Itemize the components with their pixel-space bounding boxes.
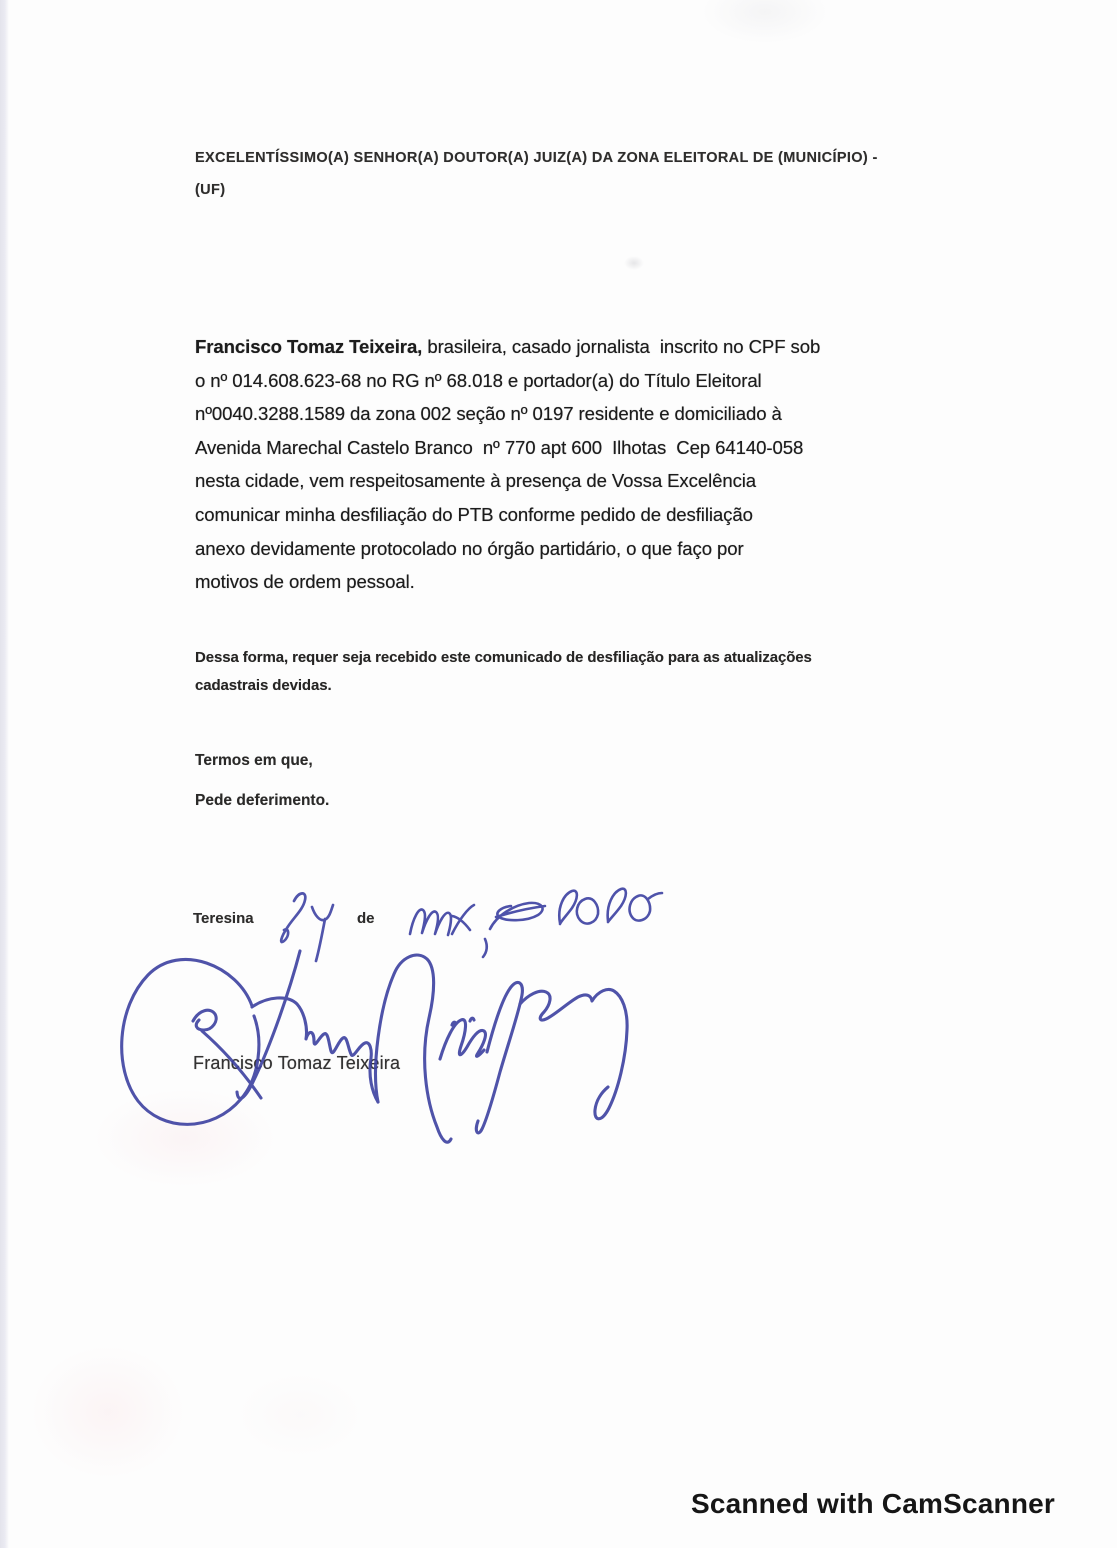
salutation xyxy=(195,143,935,206)
intro-line: nesta cidade, vem respeitosamente à presença de Vossa Excelência xyxy=(195,470,757,492)
request-line: cadastrais devidas. xyxy=(195,676,332,694)
salutation-line-1: EXCELENTÍSSIMO(A) SENHOR(A) DOUTOR(A) JUIZ(A) DA ZONA ELEITORAL DE (MUNICÍPIO) - xyxy=(195,150,878,166)
signature-typed-name: Francisco Tomaz Teixeira xyxy=(193,1053,401,1073)
closing-terms: Termos em que, xyxy=(195,752,313,769)
intro-line: motivos de ordem pessoal. xyxy=(195,571,415,593)
handwritten-month-year xyxy=(410,889,662,957)
request-paragraph xyxy=(195,644,895,699)
intro-line xyxy=(195,330,925,364)
closing-deferment: Pede deferimento. xyxy=(195,792,330,809)
intro-line: comunicar minha desfiliação do PTB conforme pedido de desfiliação xyxy=(195,503,753,525)
intro-line: Avenida Marechal Castelo Branco nº 770 apt 600 Ilhotas Cep 64140-058 xyxy=(195,436,804,458)
intro-line: nº0040.3288.1589 da zona 002 seção nº 0197 residente e domiciliado à xyxy=(195,403,782,425)
intro-line-1-rest: brasileira, casado jornalista inscrito no CPF sob xyxy=(422,336,821,357)
request-line: Dessa forma, requer seja recebido este comunicado de desfiliação para as atualizações xyxy=(195,649,812,666)
scan-edge-strip xyxy=(0,0,9,1548)
intro-paragraph xyxy=(195,330,925,599)
camscanner-watermark: Scanned with CamScanner xyxy=(690,1488,1055,1519)
intro-line: o nº 014.608.623-68 no RG nº 68.018 e portador(a) do Título Eleitoral xyxy=(195,369,762,391)
handwritten-day xyxy=(281,893,333,961)
date-city-label: Teresina xyxy=(193,910,254,927)
declarant-name-bold: Francisco Tomaz Teixeira, xyxy=(195,336,423,357)
date-de-label: de xyxy=(357,910,375,927)
signature-ink xyxy=(122,951,627,1142)
salutation-line-2: (UF) xyxy=(195,181,226,198)
intro-line: anexo devidamente protocolado no órgão partidário, o que faço por xyxy=(195,537,744,559)
